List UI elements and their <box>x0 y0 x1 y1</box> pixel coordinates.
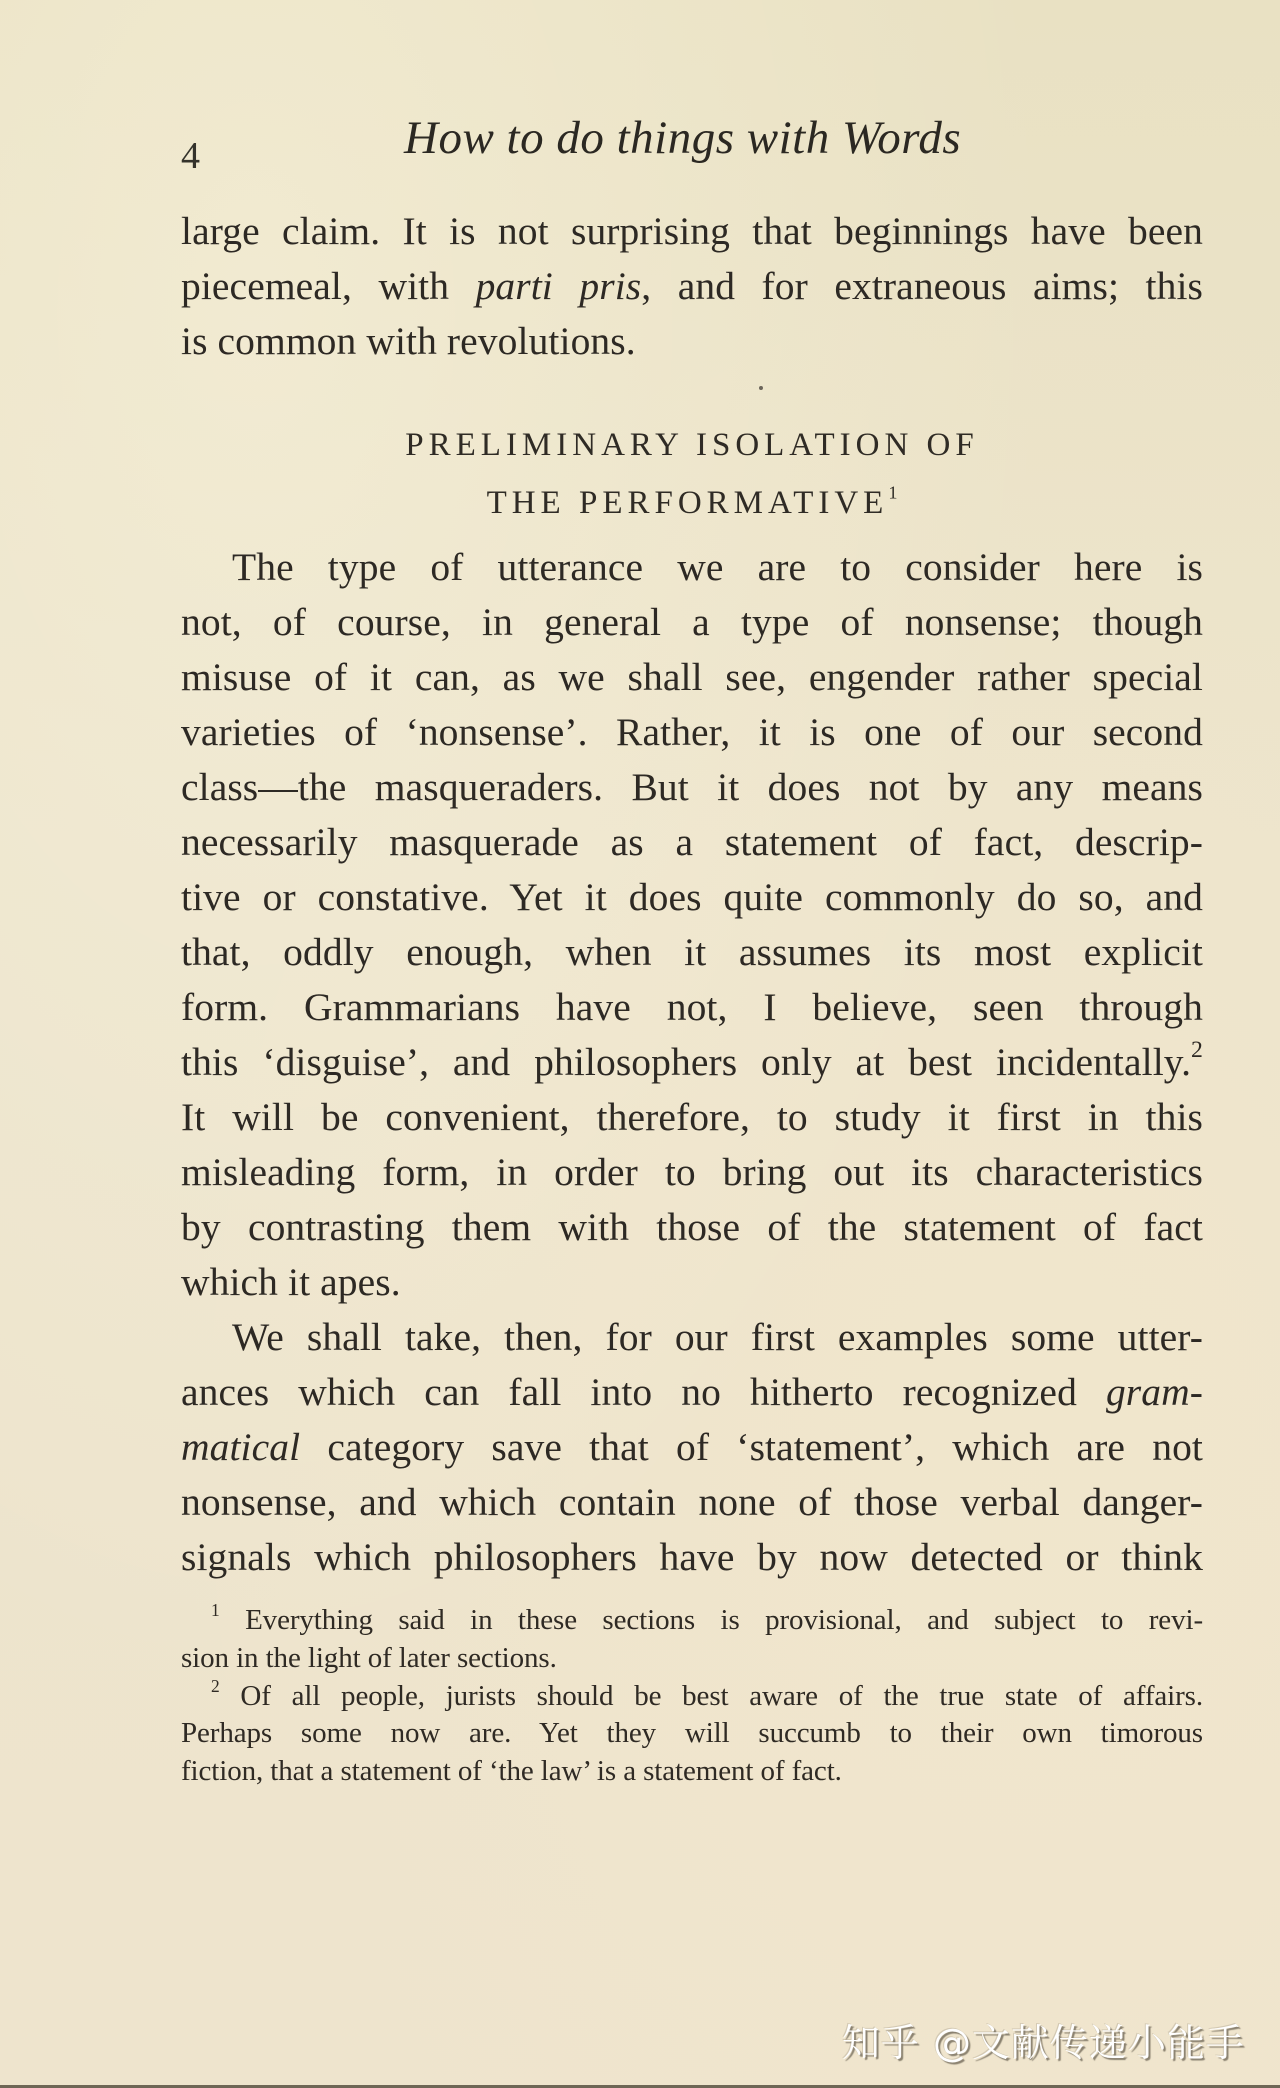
text-line: signals which philosophers have by now detected or think <box>181 1535 1203 1579</box>
text-line: which it apes. <box>181 1260 401 1304</box>
scan-speck <box>759 386 763 390</box>
text-line: class—the masqueraders. But it does not by any means <box>181 765 1203 809</box>
footnote-text: Of all people, jurists should be best aware of the true state of affairs. <box>240 1679 1204 1712</box>
text-line: necessarily masquerade as a statement of fact, descrip- <box>181 820 1203 864</box>
text-line: The type of utterance we are to consider here is <box>232 545 1203 589</box>
text-line: varieties of ‘nonsense’. Rather, it is one of our second <box>181 710 1203 754</box>
footnote-2-line: Perhaps some now are. Yet they will succumb to their own timorous <box>181 1717 1203 1750</box>
footnote-1-line: sion in the light of later sections. <box>181 1641 557 1674</box>
footnote-2-number: 2 <box>211 1675 220 1696</box>
text-line: not, of course, in general a type of nonsense; though <box>181 600 1203 644</box>
footnote-1-line <box>181 1599 1203 1640</box>
footnote-text: Everything said in these sections is provisional, and subject to revi- <box>245 1604 1203 1636</box>
footnote-2-line: fiction, that a statement of ‘the law’ is a statement of fact. <box>181 1755 842 1788</box>
italic-text: matical <box>181 1425 301 1469</box>
text-line: that, oddly enough, when it assumes its most explicit <box>181 930 1203 974</box>
text-line: matical category save that of ‘statement’, which are not <box>181 1425 1203 1469</box>
text-line: We shall take, then, for our first examples some utter- <box>232 1315 1203 1359</box>
footnote-1-number: 1 <box>211 1599 220 1620</box>
zhihu-watermark: 知乎 @文献传递小能手 <box>841 2021 1245 2065</box>
footnote-ref-2[interactable]: 2 <box>1191 1037 1203 1064</box>
italic-text: parti pris <box>475 264 642 308</box>
intro-text <box>181 204 1203 369</box>
italic-text: gram- <box>1105 1370 1203 1414</box>
footnote-ref-1[interactable]: 1 <box>888 482 898 503</box>
running-title: How to do things with Words <box>404 112 962 164</box>
footnote-2-line <box>181 1675 1204 1716</box>
text-line: is common with revolutions. <box>181 319 636 363</box>
text-line: tive or constative. Yet it does quite commonly do so, and <box>181 875 1203 919</box>
text-line: by contrasting them with those of the statement of fact <box>181 1205 1203 1249</box>
text-line: this ‘disguise’, and philosophers only at best incidentally.$^2$ <box>181 1037 1203 1084</box>
footnotes <box>181 1599 1204 1791</box>
text-line: form. Grammarians have not, I believe, seen through <box>181 985 1203 1029</box>
paragraph-2 <box>181 1310 1203 1585</box>
text-line: It will be convenient, therefore, to study it first in this <box>181 1095 1203 1139</box>
text-line: large claim. It is not surprising that beginnings have been <box>181 209 1203 253</box>
heading-line-1: PRELIMINARY ISOLATION OF <box>405 427 979 463</box>
page-number: 4 <box>181 135 200 177</box>
text-line: nonsense, and which contain none of those verbal danger- <box>181 1480 1203 1524</box>
text-line: misleading form, in order to bring out its characteristics <box>181 1150 1203 1194</box>
text-line: misuse of it can, as we shall see, engender rather special <box>181 655 1203 699</box>
text-line: ances which can fall into no hitherto recognized gram- <box>181 1370 1203 1414</box>
heading-line-2 <box>181 474 1203 532</box>
text-line: piecemeal, with parti pris, and for extraneous aims; this <box>181 264 1203 308</box>
paragraph-1 <box>181 540 1203 1310</box>
section-heading <box>181 416 1203 532</box>
heading-line-2-text: THE PERFORMATIVE <box>486 485 889 521</box>
